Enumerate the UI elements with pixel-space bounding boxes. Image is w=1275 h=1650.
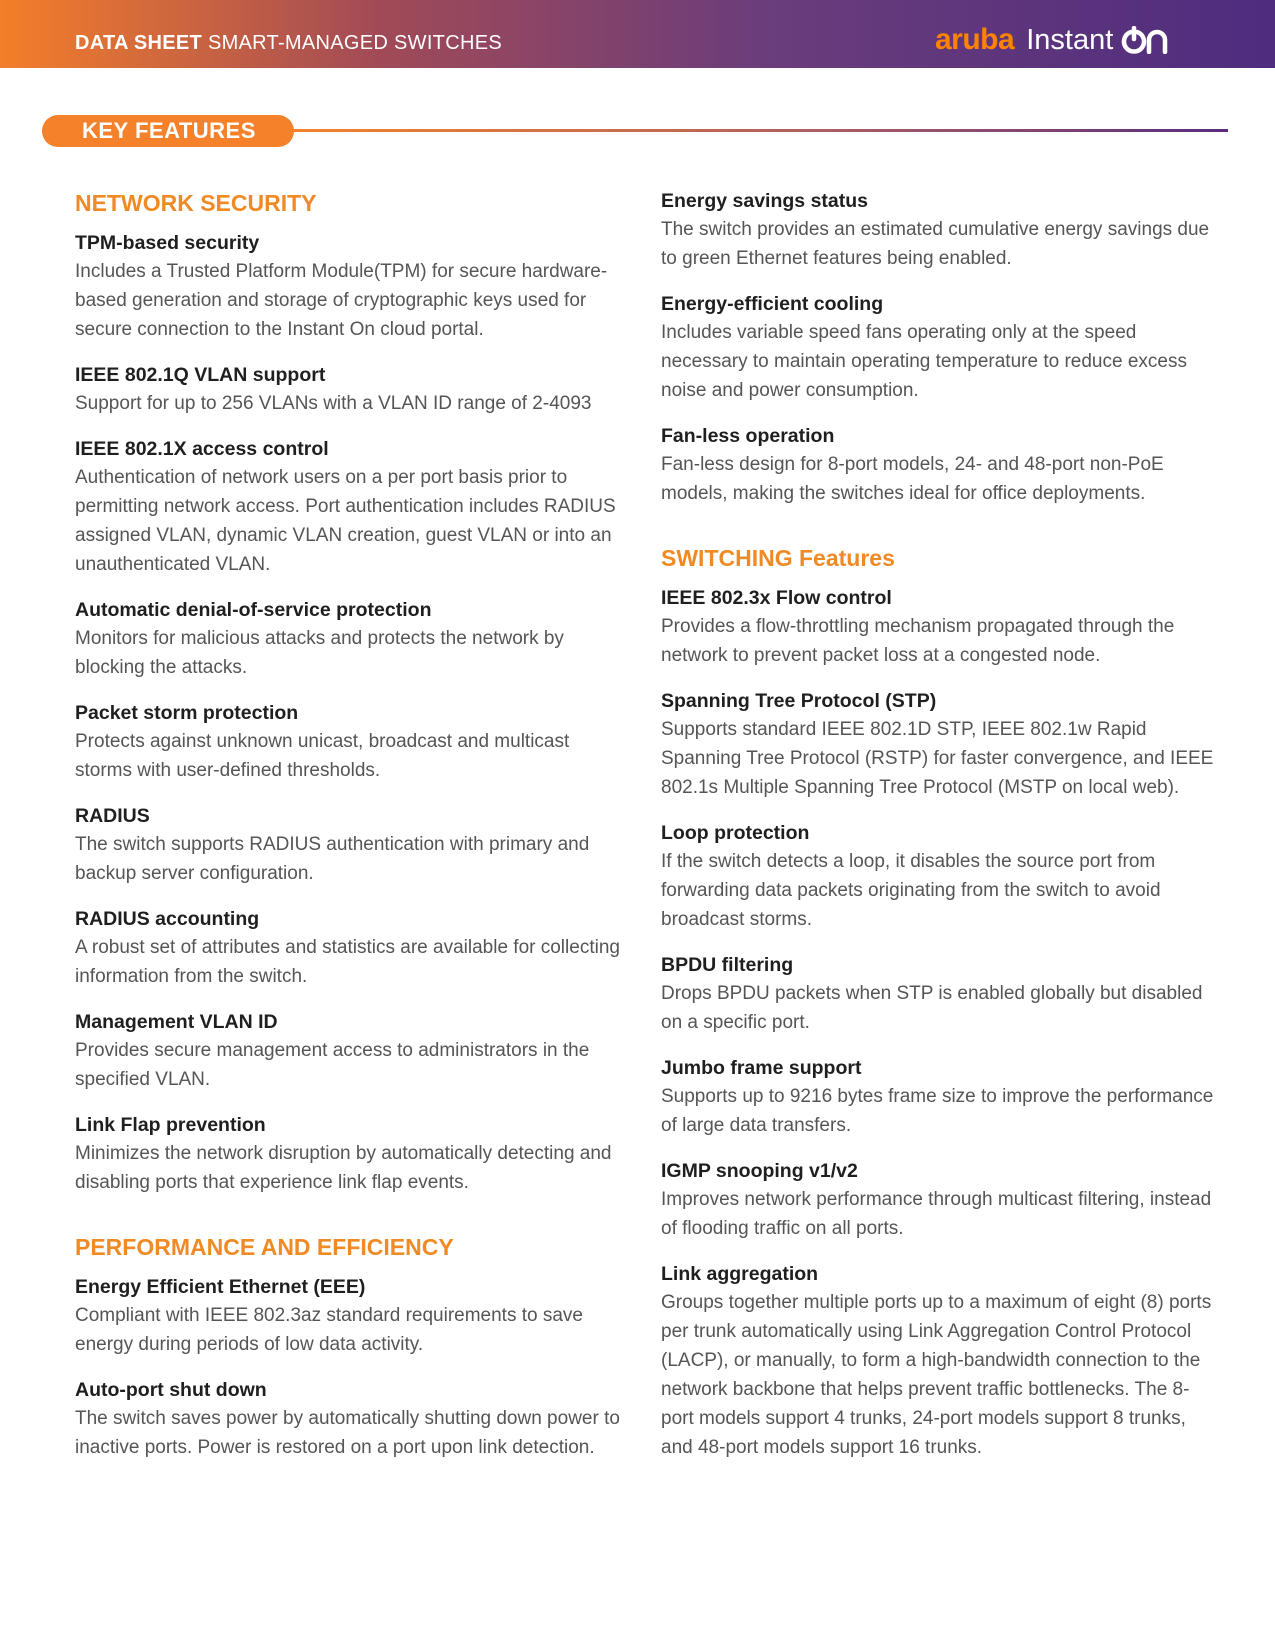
feature-item bbox=[75, 1008, 620, 1094]
feature-description: Groups together multiple ports up to a maximum of eight (8) ports per trunk automatically using Link Aggregation Control Protocol (LACP), or manually, to form a high-bandwidth connection to the network backbone that helps prevent traffic bottlenecks. The 8-port models support 4 trunks, 24-port models support 8 trunks, and 48-port models support 16 trunks. bbox=[661, 1292, 1212, 1458]
switching-heading: SWITCHING Features bbox=[661, 545, 895, 571]
feature-title: BPDU filtering bbox=[661, 954, 794, 976]
feature-title: IEEE 802.3x Flow control bbox=[661, 587, 892, 609]
feature-description: The switch provides an estimated cumulative energy savings due to green Ethernet features being enabled. bbox=[661, 219, 1210, 269]
network-security-heading: NETWORK SECURITY bbox=[75, 190, 317, 216]
feature-title: Energy Efficient Ethernet (EEE) bbox=[75, 1276, 366, 1298]
switching-list bbox=[661, 584, 1216, 1462]
feature-title: Packet storm protection bbox=[75, 702, 299, 724]
feature-item bbox=[661, 584, 1216, 670]
feature-description: Drops BPDU packets when STP is enabled globally but disabled on a specific port. bbox=[661, 983, 1203, 1033]
feature-title: Spanning Tree Protocol (STP) bbox=[661, 690, 937, 712]
right-column bbox=[661, 187, 1216, 1479]
page-header bbox=[0, 0, 1275, 68]
feature-description: Supports up to 9216 bytes frame size to improve the performance of large data transfers. bbox=[661, 1086, 1214, 1136]
left-column bbox=[75, 187, 620, 1479]
performance-list bbox=[75, 1273, 620, 1462]
feature-item bbox=[661, 687, 1216, 802]
doc-type: DATA SHEET bbox=[75, 32, 203, 54]
on-logo-icon bbox=[1121, 26, 1169, 54]
feature-description: Compliant with IEEE 802.3az standard requirements to save energy during periods of low data activity. bbox=[75, 1305, 583, 1355]
feature-description: The switch saves power by automatically shutting down power to inactive ports. Power is restored on a port upon link detection. bbox=[75, 1408, 620, 1458]
feature-title: Management VLAN ID bbox=[75, 1011, 278, 1033]
feature-item bbox=[661, 1260, 1216, 1462]
feature-item bbox=[75, 802, 620, 888]
feature-description: A robust set of attributes and statistics are available for collecting information from the switch. bbox=[75, 937, 620, 987]
feature-item bbox=[75, 905, 620, 991]
feature-description: Includes a Trusted Platform Module(TPM) for secure hardware-based generation and storage of cryptographic keys used for secure connection to the Instant On cloud portal. bbox=[75, 261, 608, 340]
aruba-instant-on-logo bbox=[935, 22, 1169, 58]
key-features-divider bbox=[294, 129, 1228, 132]
feature-item bbox=[75, 596, 620, 682]
efficiency-list bbox=[661, 187, 1216, 508]
feature-title: IEEE 802.1X access control bbox=[75, 438, 329, 460]
feature-item bbox=[661, 1157, 1216, 1243]
feature-title: Link Flap prevention bbox=[75, 1114, 266, 1136]
feature-item bbox=[75, 435, 620, 579]
network-security-list bbox=[75, 229, 620, 1197]
feature-item bbox=[75, 361, 620, 418]
doc-subject: SMART-MANAGED SWITCHES bbox=[207, 32, 502, 54]
feature-description: Monitors for malicious attacks and protects the network by blocking the attacks. bbox=[75, 628, 564, 678]
brand-wordmark: aruba bbox=[935, 23, 1015, 56]
feature-item bbox=[661, 819, 1216, 934]
feature-item bbox=[661, 951, 1216, 1037]
feature-title: Energy savings status bbox=[661, 190, 868, 212]
feature-item bbox=[661, 422, 1216, 508]
feature-description: Supports standard IEEE 802.1D STP, IEEE 802.1w Rapid Spanning Tree Protocol (RSTP) for faster convergence, and IEEE 802.1s Multiple Spanning Tree Protocol (MSTP on local web). bbox=[661, 719, 1214, 798]
key-features-label: KEY FEATURES bbox=[82, 118, 256, 143]
feature-description: Support for up to 256 VLANs with a VLAN ID range of 2-4093 bbox=[75, 393, 592, 414]
feature-title: Auto-port shut down bbox=[75, 1379, 267, 1401]
feature-description: Minimizes the network disruption by automatically detecting and disabling ports that experience link flap events. bbox=[75, 1143, 612, 1193]
product-wordmark: Instant bbox=[1026, 23, 1114, 56]
feature-item bbox=[75, 1111, 620, 1197]
feature-title: Fan-less operation bbox=[661, 425, 835, 447]
feature-description: Provides a flow-throttling mechanism propagated through the network to prevent packet loss at a congested node. bbox=[661, 616, 1175, 666]
doc-title bbox=[75, 32, 502, 55]
feature-title: TPM-based security bbox=[75, 232, 260, 254]
feature-item bbox=[661, 290, 1216, 405]
feature-item bbox=[75, 699, 620, 785]
feature-description: If the switch detects a loop, it disables the source port from forwarding data packets originating from the switch to avoid broadcast storms. bbox=[661, 851, 1161, 930]
feature-description: Includes variable speed fans operating only at the speed necessary to maintain operating temperature to reduce excess noise and power consumption. bbox=[661, 322, 1187, 401]
feature-title: Energy-efficient cooling bbox=[661, 293, 884, 315]
feature-description: The switch supports RADIUS authentication with primary and backup server configuration. bbox=[75, 834, 590, 884]
feature-title: Jumbo frame support bbox=[661, 1057, 862, 1079]
feature-title: Loop protection bbox=[661, 822, 810, 844]
feature-title: Link aggregation bbox=[661, 1263, 819, 1285]
feature-title: RADIUS bbox=[75, 805, 150, 827]
feature-description: Improves network performance through multicast filtering, instead of flooding traffic on all ports. bbox=[661, 1189, 1212, 1239]
feature-description: Provides secure management access to administrators in the specified VLAN. bbox=[75, 1040, 590, 1090]
feature-item bbox=[661, 187, 1216, 273]
feature-description: Protects against unknown unicast, broadcast and multicast storms with user-defined thresholds. bbox=[75, 731, 570, 781]
feature-title: RADIUS accounting bbox=[75, 908, 260, 930]
feature-description: Fan-less design for 8-port models, 24- and 48-port non-PoE models, making the switches ideal for office deployments. bbox=[661, 454, 1164, 504]
feature-item bbox=[75, 1273, 620, 1359]
performance-heading: PERFORMANCE AND EFFICIENCY bbox=[75, 1234, 454, 1260]
feature-description: Authentication of network users on a per port basis prior to permitting network access. Port authentication includes RADIUS assigned VLAN, dynamic VLAN creation, guest VLAN or into an unauthenticated VLAN. bbox=[75, 467, 616, 575]
feature-title: IGMP snooping v1/v2 bbox=[661, 1160, 858, 1182]
feature-item bbox=[75, 1376, 620, 1462]
feature-title: Automatic denial-of-service protection bbox=[75, 599, 432, 621]
feature-item bbox=[75, 229, 620, 344]
feature-title: IEEE 802.1Q VLAN support bbox=[75, 364, 326, 386]
feature-item bbox=[661, 1054, 1216, 1140]
